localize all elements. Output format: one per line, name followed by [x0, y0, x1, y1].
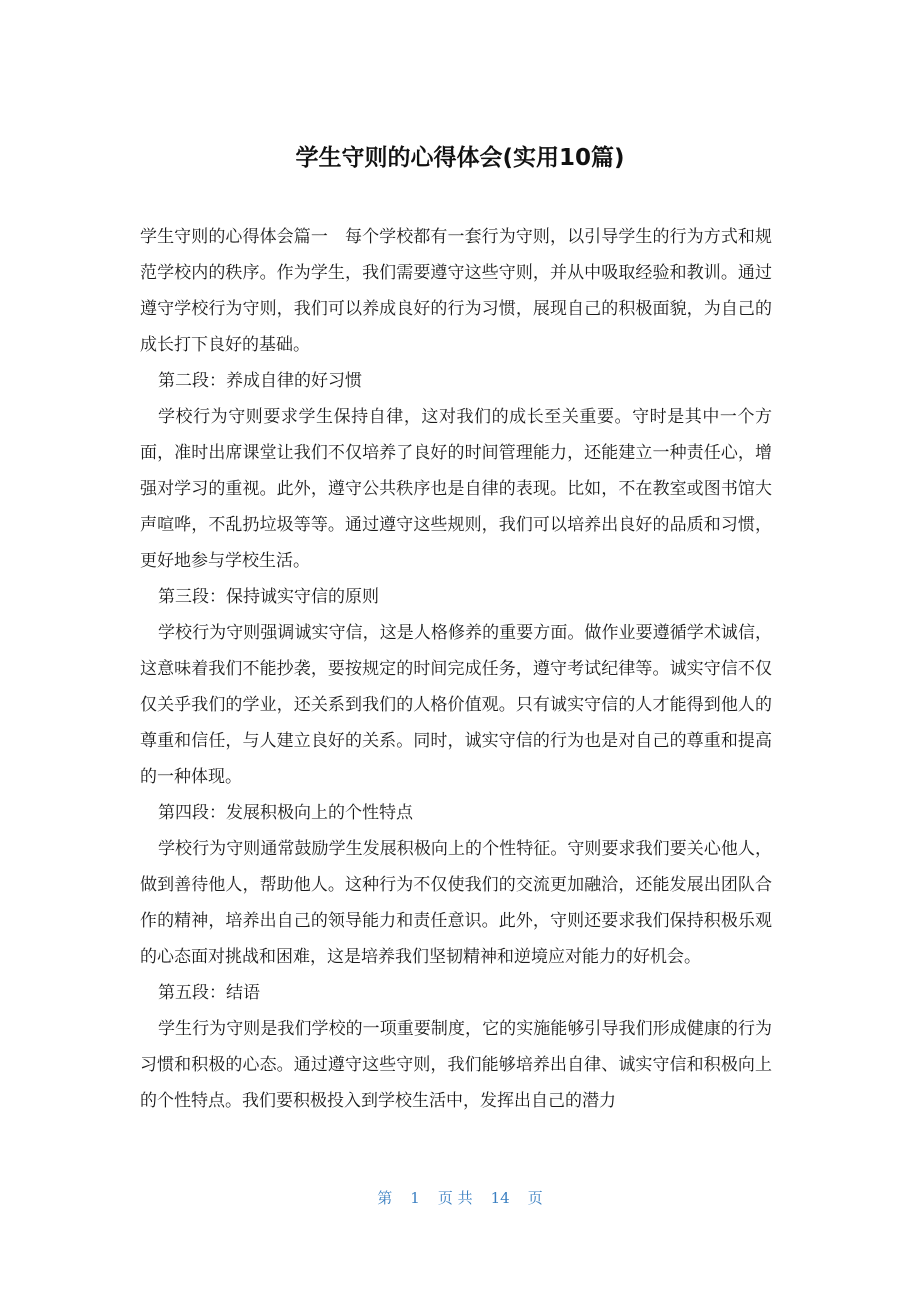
paragraph-section-3: 学校行为守则强调诚实守信，这是人格修养的重要方面。做作业要遵循学术诚信，这意味着我们不能抄袭，要按规定的时间完成任务，遵守考试纪律等。诚实守信不仅仅关乎我们的学业，还关系到我们的人格价值观。只有诚实守信的人才能得到他人的尊重和信任，与人建立良好的关系。同时，诚实守信的行为也是对自己的尊重和提高的一种体现。: [140, 623, 772, 787]
paragraph-intro: 学生守则的心得体会篇一 每个学校都有一套行为守则，以引导学生的行为方式和规范学校内的秩序。作为学生，我们需要遵守这些守则，并从中吸取经验和教训。通过遵守学校行为守则，我们可以养成良好的行为习惯，展现自己的积极面貌，为自己的成长打下良好的基础。: [140, 227, 772, 355]
page-footer: [0, 1183, 920, 1213]
total-pages-number: 14: [490, 1189, 510, 1207]
section-heading-4: 第四段：发展积极向上的个性特点: [158, 803, 413, 823]
paragraph-section-4: 学校行为守则通常鼓励学生发展积极向上的个性特征。守则要求我们要关心他人，做到善待他人，帮助他人。这种行为不仅使我们的交流更加融洽，还能发展出团队合作的精神，培养出自己的领导能力和责任意识。此外，守则还要求我们保持积极乐观的心态面对挑战和困难，这是培养我们坚韧精神和逆境应对能力的好机会。: [140, 839, 772, 967]
paragraph-section-5: 学生行为守则是我们学校的一项重要制度，它的实施能够引导我们形成健康的行为习惯和积极的心态。通过遵守这些守则，我们能够培养出自律、诚实守信和积极向上的个性特点。我们要积极投入到学校生活中，发挥出自己的潜力: [140, 1019, 772, 1111]
page-label-prefix: 第: [377, 1189, 393, 1207]
document-body: [140, 219, 772, 1119]
section-heading-2: 第二段：养成自律的好习惯: [158, 371, 362, 391]
current-page-number: 1: [410, 1189, 420, 1207]
page-label-suffix: 页: [527, 1189, 543, 1207]
section-heading-3: 第三段：保持诚实守信的原则: [158, 587, 379, 607]
document-title: 学生守则的心得体会(实用10篇): [295, 145, 625, 171]
page-label-middle: 页 共: [437, 1189, 473, 1207]
section-heading-5: 第五段：结语: [158, 983, 260, 1003]
paragraph-section-2: 学校行为守则要求学生保持自律，这对我们的成长至关重要。守时是其中一个方面，准时出席课堂让我们不仅培养了良好的时间管理能力，还能建立一种责任心，增强对学习的重视。此外，遵守公共秩序也是自律的表现。比如，不在教室或图书馆大声喧哗，不乱扔垃圾等等。通过遵守这些规则，我们可以培养出良好的品质和习惯，更好地参与学校生活。: [140, 407, 772, 571]
